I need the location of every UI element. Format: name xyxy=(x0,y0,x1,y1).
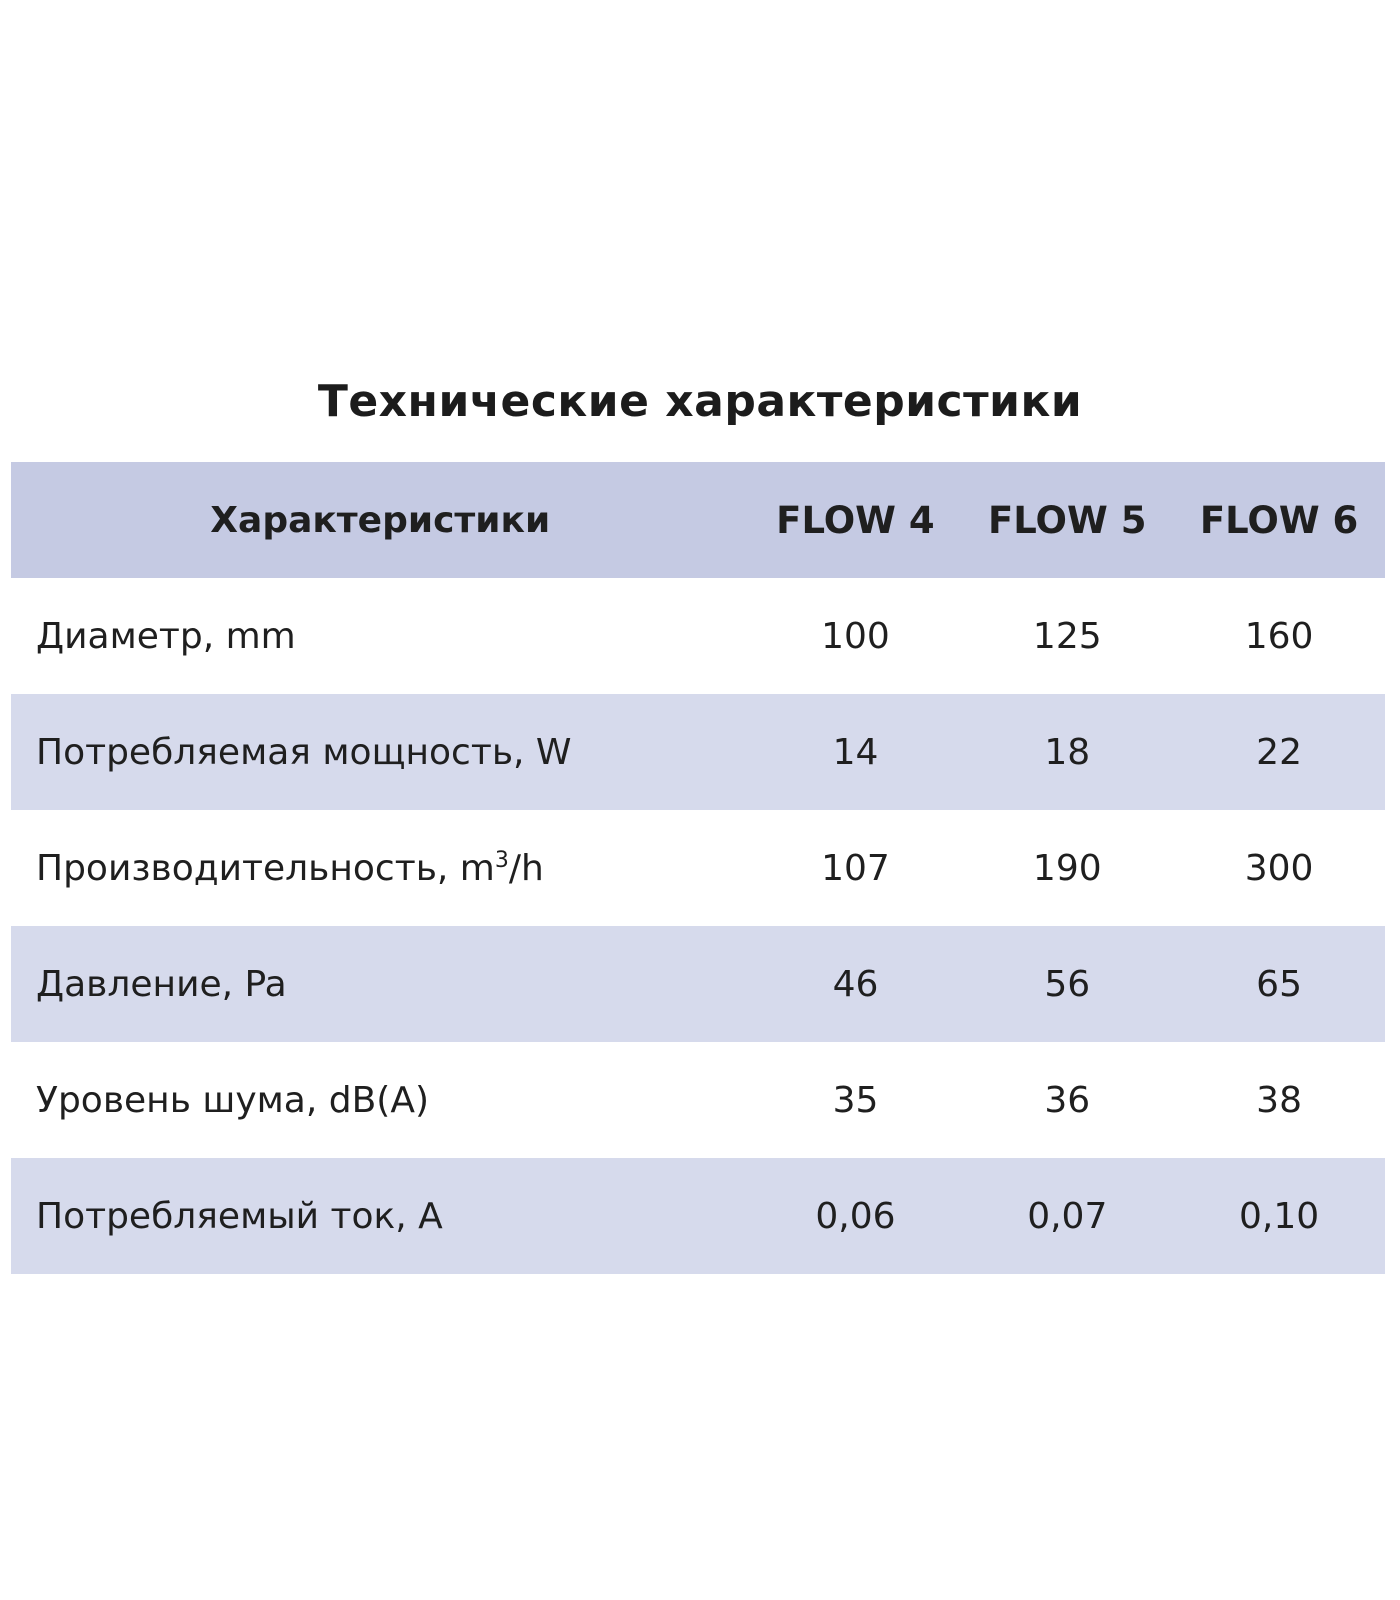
row-label: Уровень шума, dB(A) xyxy=(36,1079,429,1121)
table-row xyxy=(11,1042,1385,1158)
header-model-flow-5: FLOW 5 xyxy=(988,498,1147,542)
row-value: 56 xyxy=(1044,963,1091,1005)
table-header-row xyxy=(11,462,1385,578)
page-title: Технические характеристики xyxy=(317,376,1083,427)
row-label: Потребляемый ток, A xyxy=(36,1195,443,1237)
row-value: 125 xyxy=(1032,615,1102,657)
row-value: 0,06 xyxy=(815,1195,896,1237)
row-value: 160 xyxy=(1244,615,1314,657)
row-value: 107 xyxy=(821,847,890,889)
row-label xyxy=(11,848,750,889)
header-label: Характеристики xyxy=(210,499,551,541)
table-row xyxy=(11,926,1385,1042)
row-label-suffix: /h xyxy=(508,847,544,889)
header-model-flow-4: FLOW 4 xyxy=(776,498,935,542)
table-row xyxy=(11,810,1385,926)
row-value: 190 xyxy=(1032,847,1102,889)
row-value: 18 xyxy=(1044,731,1091,773)
table-row xyxy=(11,578,1385,694)
table-row xyxy=(11,1158,1385,1274)
row-label-superscript: 3 xyxy=(494,847,509,873)
header-model-flow-6: FLOW 6 xyxy=(1199,498,1359,542)
row-value: 46 xyxy=(832,963,879,1005)
row-value: 0,10 xyxy=(1239,1195,1320,1237)
row-value: 22 xyxy=(1256,731,1302,773)
row-value: 35 xyxy=(832,1079,879,1121)
row-label: Давление, Pa xyxy=(36,963,287,1005)
row-label: Диаметр, mm xyxy=(36,615,296,657)
spec-table xyxy=(11,462,1385,1274)
row-label-prefix: Производительность, m xyxy=(36,847,495,889)
row-value: 0,07 xyxy=(1027,1195,1108,1237)
row-value: 65 xyxy=(1256,963,1302,1005)
row-value: 14 xyxy=(832,731,879,773)
table-row xyxy=(11,694,1385,810)
row-label: Потребляемая мощность, W xyxy=(36,731,572,773)
row-value: 36 xyxy=(1044,1079,1091,1121)
row-value: 100 xyxy=(821,615,890,657)
row-value: 300 xyxy=(1244,847,1314,889)
row-value: 38 xyxy=(1256,1079,1302,1121)
